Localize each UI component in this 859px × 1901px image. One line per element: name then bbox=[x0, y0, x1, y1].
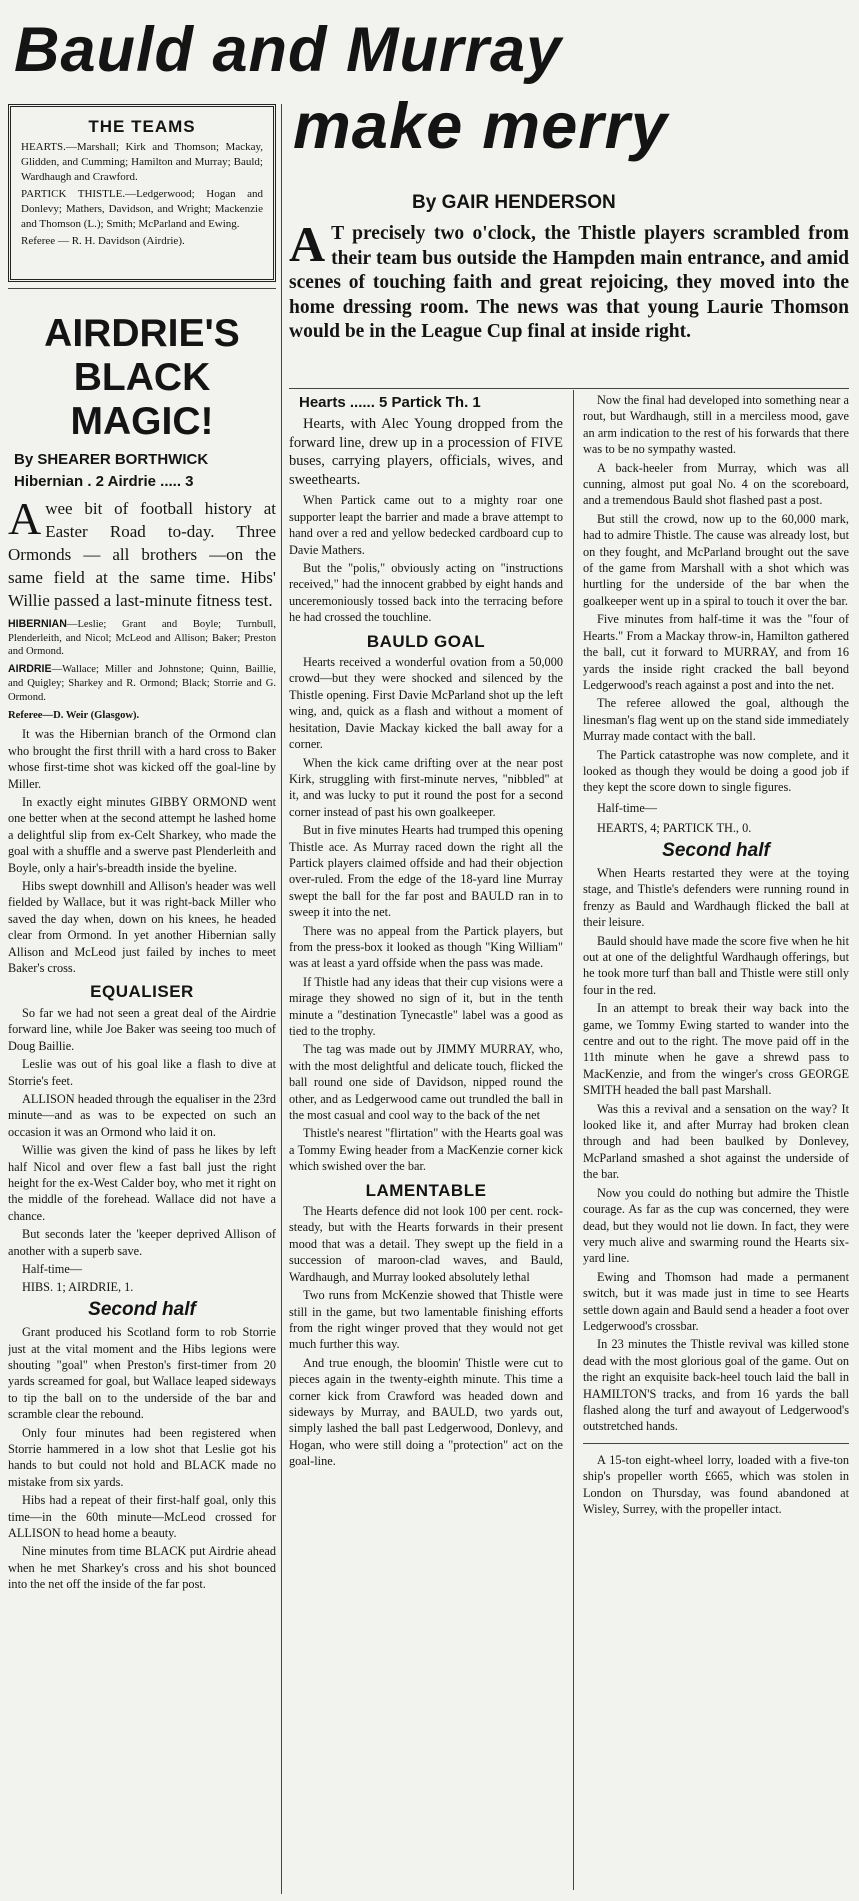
paragraph: But the "polis," obviously acting on "instructions received," had the innocent grabbed by eight hands and unceremoniously tossed back into the terracing before he had crossed the touchline. bbox=[289, 561, 563, 625]
column-rule-right bbox=[573, 390, 574, 1890]
paragraph: Willie was given the kind of pass he likes by left half Nicol and over flew a fast ball just the right height for the ex-West Calder boy, who met it right on the middle of the forehead. Wallace did not have a chance. bbox=[8, 1143, 276, 1223]
hearts-body-4 bbox=[583, 392, 849, 796]
rule-under-teams bbox=[8, 288, 276, 289]
hearts-body-1 bbox=[289, 492, 563, 625]
airdrie-headline-2: BLACK bbox=[73, 356, 211, 399]
paragraph: The Hearts defence did not look 100 per cent. rock-steady, but with the Hearts forwards in their present mood that was a detail. They swept up the field in a succession of maroon-clad waves, and Bauld, Wardhaugh, and Murray looked absolutely lethal bbox=[289, 1204, 563, 1284]
hearts-body-2 bbox=[289, 654, 563, 1175]
subhead-lamentable: LAMENTABLE bbox=[365, 1180, 487, 1200]
paragraph: Leslie was out of his goal like a flash to dive at Storrie's feet. bbox=[8, 1057, 276, 1088]
paragraph: Hearts received a wonderful ovation from a 50,000 crowd—but they were shocked and silenced by the Thistle opening. First Davie McParland shot up the left wing, and, quick as a flash and without a moment of hesitation, Davie Mackay kicked the ball away for a corner. bbox=[289, 655, 563, 752]
main-byline: By GAIR HENDERSON bbox=[412, 192, 616, 213]
teams-referee: Referee — R. H. Davidson (Airdrie). bbox=[21, 235, 185, 247]
airdrie-dropcap: A bbox=[8, 492, 42, 544]
teams-hearts: HEARTS.—Marshall; Kirk and Thomson; Mackay, Glidden, and Cumming; Hamilton and Murray; Bauld; Wardhaugh and Crawford. bbox=[21, 141, 263, 183]
airdrie-lineup bbox=[8, 663, 276, 704]
paragraph: There was no appeal from the Partick players, but from the press-box it looked as though "King William" was at least a yard offside when the pass was made. bbox=[289, 923, 563, 971]
airdrie-headline-1: AIRDRIE'S bbox=[44, 312, 240, 355]
hearts-halftime-label: Half-time— bbox=[597, 800, 658, 815]
paragraph: In exactly eight minutes GIBBY ORMOND went one better when at the second attempt he lashed home a delightful slip from ex-Celt Sharkey, who made the goal with a shuffle and a swerve past Plenderleith and Boyle, only a hair's-breadth inside the byeline. bbox=[8, 795, 276, 875]
paragraph: But in five minutes Hearts had trumped this opening Thistle ace. As Murray raced down the right all the Partick players claimed offside and had their objection over-ruled. From the edge of the 18-yard line Murray swept the ball for the far post and BAULD ran in to sweep it into the net. bbox=[289, 823, 563, 920]
subhead-equaliser: EQUALISER bbox=[90, 982, 194, 1002]
airdrie-halftime-label: Half-time— bbox=[22, 1261, 83, 1276]
paragraph: In 23 minutes the Thistle revival was killed stone dead with the most glorious goal of the game. Out on the right an exquisite back-heel touch laid the ball in HAMILTON'S tracks, and from 16 yards the ball flashed along the turf and awayout of Ledgerwood's outstretched hands. bbox=[583, 1337, 849, 1434]
paragraph: A back-heeler from Murray, which was all cunning, almost put goal No. 4 on the scoreboard, and a tremendous Bauld shot flashed past a post. bbox=[583, 460, 849, 508]
main-intro bbox=[289, 216, 849, 345]
hearts-score: Hearts ...... 5 Partick Th. 1 bbox=[299, 395, 481, 411]
paragraph: Was this a revival and a sensation on the way? It looked like it, and after Murray had broken clean through and had been baulked by Donlevey, McParland smashed a shot against the underside of the bar. bbox=[583, 1101, 849, 1182]
paragraph: When Partick came out to a mighty roar one supporter leapt the barrier and made a brave attempt to hand over a red and yellow bedecked cardboard cup to Davie Mathers. bbox=[289, 493, 563, 557]
rule-above-short-news bbox=[583, 1443, 849, 1444]
airdrie-intro-text: wee bit of football history at Easter Road to-day. Three Ormonds — all brothers —on the same field at the same time. Hibs' Willie passed a last-minute fitness test. bbox=[8, 498, 276, 610]
teams-box bbox=[8, 104, 276, 282]
subhead-bauld-goal: BAULD GOAL bbox=[366, 631, 486, 651]
paragraph: The Partick catastrophe was now complete, and it looked as though they would be doing a good job if they kept the score down to single figures. bbox=[583, 747, 849, 795]
teams-title: THE TEAMS bbox=[88, 117, 196, 136]
airdrie-label: AIRDRIE bbox=[8, 663, 52, 676]
hearts-article-col2 bbox=[583, 392, 849, 1892]
paragraph: The referee allowed the goal, although the linesman's flag went up on the stand side immediately Murray made contact with the ball. bbox=[583, 696, 849, 744]
hearts-halftime-score: HEARTS, 4; PARTICK TH., 0. bbox=[597, 821, 752, 836]
airdrie-headline bbox=[8, 312, 276, 444]
teams-partick: PARTICK THISTLE.—Ledgerwood; Hogan and Donlevy; Mathers, Davidson, and Wright; Mackenzie and Thomson (L.); Smith; McParland and Ewing. bbox=[21, 188, 263, 230]
airdrie-score: Hibernian . 2 Airdrie ..... 3 bbox=[14, 473, 194, 491]
hibs-lineup bbox=[8, 618, 276, 659]
hearts-body-3 bbox=[289, 1203, 563, 1470]
paragraph: But seconds later the 'keeper deprived Allison of another with a superb save. bbox=[8, 1227, 276, 1258]
headline-line1: Bauld and Murray bbox=[14, 15, 563, 85]
paragraph: Only four minutes had been registered when Storrie hammered in a low shot that Leslie got his hands to but could not hold and BLACK made no mistake from six yards. bbox=[8, 1425, 276, 1489]
subhead-second-half-right: Second half bbox=[662, 839, 770, 861]
paragraph: The tag was made out by JIMMY MURRAY, who, with the most delightful and delicate touch, flicked the ball round one side of Davidson, nipped round the other, and as Ledgerwood came out trundled the ball in the most casual and cool way to the back of the net bbox=[289, 1042, 563, 1123]
paragraph: ALLISON headed through the equaliser in the 23rd minute—and as was to be expected on such an occasion it was an Ormond who laid it on. bbox=[8, 1091, 276, 1139]
hearts-article-col1 bbox=[289, 395, 563, 1885]
rule-under-intro bbox=[289, 388, 849, 389]
airdrie-article bbox=[8, 290, 276, 1890]
main-dropcap: A bbox=[289, 216, 326, 272]
paragraph: Thistle's nearest "flirtation" with the Hearts goal was a Tommy Ewing header from a MacKenzie corner kick which swished over the bar. bbox=[289, 1126, 563, 1174]
paragraph: Hibs swept downhill and Allison's header was well fielded by Wallace, but it was right-back Miller who saved the day when, down on his knees, he headed clear from Ormond. In yet another Hibernian sally Allison and McLeod just failed by inches to meet Baker's cross. bbox=[8, 879, 276, 976]
paragraph: Nine minutes from time BLACK put Airdrie ahead when he met Sharkey's cross and his shot bounced into the net off the inside of the far post. bbox=[8, 1544, 276, 1592]
hibs-team: —Leslie; Grant and Boyle; Turnbull, Plenderleith, and Nicol; McLeod and Allison; Baker; Preston and Ormond. bbox=[8, 618, 276, 658]
airdrie-headline-3: MAGIC! bbox=[70, 400, 214, 443]
airdrie-halftime-score: HIBS. 1; AIRDRIE, 1. bbox=[22, 1280, 134, 1295]
paragraph: It was the Hibernian branch of the Ormond clan who brought the first thrill with a hard cross to Baker whose first-time shot was kicked off the goal-line by Miller. bbox=[8, 727, 276, 791]
main-intro-text: T precisely two o'clock, the Thistle players scrambled from their team bus outside the Hampden main entrance, and amid scenes of touching faith and great rejoicing, they moved into the home dressing room. The news was that young Laurie Thomson would be in the League Cup final at inside right. bbox=[289, 223, 849, 342]
paragraph: When the kick came drifting over at the near post Kirk, struggling with first-minute nerves, "nibbled" at it, and was lucky to put it round the post for a second corner instead of past his own goalkeeper. bbox=[289, 755, 563, 819]
paragraph: And true enough, the bloomin' Thistle were cut to pieces again in the twenty-eighth minute. This time a corner kick from Crawford was headed down and sideways by Murray, and BAULD, two yards out, simply lashed the ball past Ledgerwood, Donlevy, and Hogan, who were still doing a "protection" act on the goal-line. bbox=[289, 1355, 563, 1469]
paragraph: Five minutes from half-time it was the "four of Hearts." From a Mackay throw-in, Hamilton gathered the ball, cut it forward to MURRAY, and from 16 yards the inside right cracked the ball beyond Ledgerwood's reach against a post and into the net. bbox=[583, 612, 849, 692]
airdrie-body-2 bbox=[8, 1005, 276, 1259]
hearts-body-5 bbox=[583, 865, 849, 1435]
paragraph: So far we had not seen a great deal of the Airdrie forward line, while Joe Baker was seeing too much of Doug Baillie. bbox=[8, 1005, 276, 1053]
airdrie-byline: By SHEARER BORTHWICK bbox=[14, 451, 209, 468]
column-rule-left bbox=[281, 104, 282, 1894]
airdrie-referee: Referee—D. Weir (Glasgow). bbox=[8, 709, 140, 721]
paragraph: But still the crowd, now up to the 60,000 mark, had to admire Thistle. The cause was already lost, but on they fought, and McParland brought out the save of the game from Marshall with a shot which was hurtling for the underside of the bar when the goalkeeper went up in a spiral to touch it over the bar. bbox=[583, 511, 849, 608]
paragraph: Ewing and Thomson had made a permanent switch, but it was made just in time to see Hearts settle down again and Bauld send a header a foot over Ledgerwood's crossbar. bbox=[583, 1269, 849, 1333]
paragraph: Bauld should have made the score five when he hit out at one of the delightful Wardhaugh offerings, but he took more turf than ball and Thistle were still only four in the red. bbox=[583, 933, 849, 997]
hearts-lead: Hearts, with Alec Young dropped from the forward line, drew up in a procession of FIVE buses, carrying players, officials, wives, and sweethearts. bbox=[289, 416, 563, 488]
paragraph: If Thistle had any ideas that their cup visions were a mirage they showed no sign of it, but in the tenth minute a "destination Tynecastle" label was a good as tied to the trophy. bbox=[289, 974, 563, 1038]
paragraph: Grant produced his Scotland form to rob Storrie just at the vital moment and the Hibs legions were shouting "goal" when Preston's first-timer from 20 yards screamed for goal, but Wallace leaped sideways to tip the ball on to the underside of the bar and scramble clear the rebound. bbox=[8, 1325, 276, 1422]
paragraph: Now the final had developed into something near a rout, but Wardhaugh, still in a merciless mood, gave an arm indication to the rest of his forwards that there was to be no sympathy wasted. bbox=[583, 393, 849, 457]
paragraph: Now you could do nothing but admire the Thistle courage. As far as the cup was concerned, they were dead, but they would not lie down. In fact, they were very much alive and swarming round the Hearts six-yard line. bbox=[583, 1185, 849, 1266]
airdrie-team: —Wallace; Miller and Johnstone; Quinn, Baillie, and Quigley; Sharkey and R. Ormond; Black; Storrie and G. Ormond. bbox=[8, 664, 276, 703]
headline-line2: make merry bbox=[293, 89, 668, 162]
airdrie-body-3 bbox=[8, 1324, 276, 1593]
paragraph: When Hearts restarted they were at the toying stage, and Thistle's defenders were running round in frenzy as Bauld and Wardhaugh flicked the ball at their leisure. bbox=[583, 865, 849, 930]
hibs-label: HIBERNIAN bbox=[8, 617, 67, 630]
paragraph: Two runs from McKenzie showed that Thistle were still in the game, but two lamentable finishing efforts from the right winger proved that they would not get much further this way. bbox=[289, 1288, 563, 1352]
short-news-item: A 15-ton eight-wheel lorry, loaded with a five-ton ship's propeller worth £665, which was stolen in London on Thursday, was found abandoned at Wisley, Surrey, with the propeller intact. bbox=[583, 1452, 849, 1516]
paragraph: In an attempt to break their way back into the game, we Tommy Ewing started to wander into the centre and out to the right. The move paid off in the 11th minute when he gave a shrewd pass to MacKenzie, and from the winger's cross GEORGE SMITH headed the ball past Marshall. bbox=[583, 1001, 849, 1098]
subhead-second-half-left: Second half bbox=[88, 1298, 196, 1320]
paragraph: Hibs had a repeat of their first-half goal, only this time—in the 60th minute—McLeod crossed for ALLISON to head home a beauty. bbox=[8, 1493, 276, 1541]
airdrie-intro bbox=[8, 492, 276, 612]
airdrie-body-1 bbox=[8, 726, 276, 976]
